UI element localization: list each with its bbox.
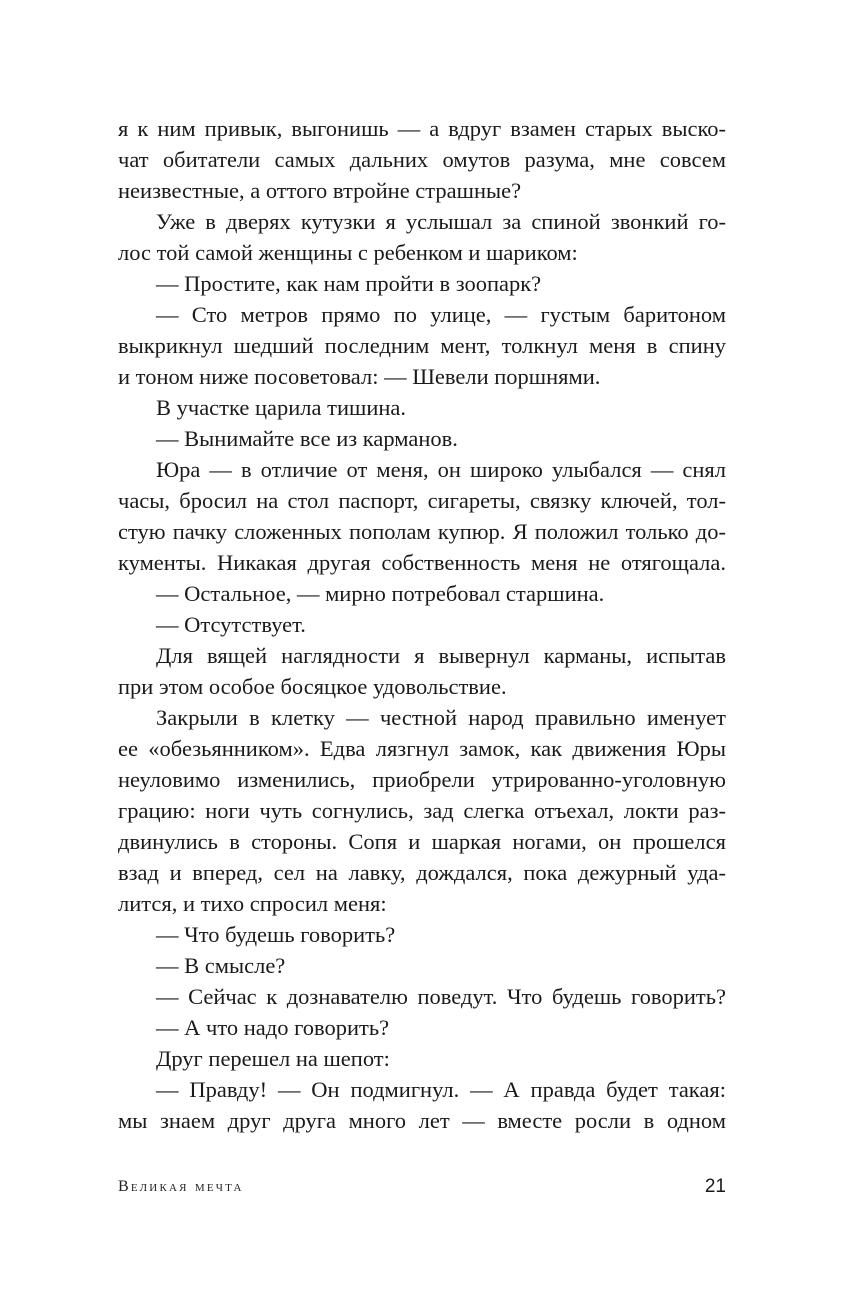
text-line: — Простите, как нам пройти в зоопарк? [156,271,542,296]
text-line: — А что надо говорить? [156,1015,390,1040]
page-footer [118,1176,726,1204]
text-line: при этом особое босяцкое удовольствие. [118,674,507,699]
text-line: стую пачку сложенных пополам купюр. Я положил только до- [118,519,726,544]
text-line: В участке царила тишина. [156,395,407,420]
text-line: неизвестные, а оттого втройне страшные? [118,178,522,203]
text-line: лос той самой женщины с ребенком и шариком: [118,240,578,265]
text-line: грацию: ноги чуть согнулись, зад слегка отъехал, локти раз- [118,798,726,823]
text-line: лится, и тихо спросил меня: [118,891,387,916]
text-line: Юра — в отличие от меня, он широко улыбался — снял [156,457,726,482]
text-line: — Отсутствует. [156,612,306,637]
text-line: ее «обезьянником». Едва лязгнул замок, как движения Юры [118,736,726,761]
text-line: — Что будешь говорить? [156,922,396,947]
text-line: Друг перешел на шепот: [156,1046,390,1071]
text-line: Закрыли в клетку — честной народ правильно именует [156,705,726,730]
text-line: я к ним привык, выгонишь — а вдруг взамен старых выско- [118,116,726,141]
text-line: Уже в дверях кутузки я услышал за спиной звонкий го- [156,209,726,234]
text-line: — В смысле? [156,953,286,978]
text-line: мы знаем друг друга много лет — вместе росли в одном [118,1108,726,1133]
text-line: взад и вперед, сел на лавку, дождался, пока дежурный уда- [118,860,726,885]
text-line: — Вынимайте все из карманов. [156,426,458,451]
text-line: чат обитатели самых дальних омутов разума, мне совсем [118,147,726,172]
text-line: — Сейчас к дознавателю поведут. Что будешь говорить? [156,984,726,1009]
text-line: неуловимо изменились, приобрели утрированно-уголовную [118,767,726,792]
text-line: — Сто метров прямо по улице, — густым баритоном [156,302,726,327]
page-text [118,113,726,1136]
running-title: Великая мечта [118,1178,244,1195]
text-line: двинулись в стороны. Сопя и шаркая ногами, он прошелся [118,829,726,854]
text-line: — Остальное, — мирно потребовал старшина. [156,581,605,606]
page-number: 21 [704,1176,726,1197]
text-line: Для вящей наглядности я вывернул карманы, испытав [156,643,726,668]
text-line: — Правду! — Он подмигнул. — А правда будет такая: [156,1077,726,1102]
text-line: и тоном ниже посоветовал: — Шевели поршнями. [118,364,601,389]
text-line: кументы. Никакая другая собственность меня не отягощала. [118,550,726,575]
text-line: выкрикнул шедший последним мент, толкнул меня в спину [118,333,726,358]
text-line: часы, бросил на стол паспорт, сигареты, связку ключей, тол- [118,488,726,513]
